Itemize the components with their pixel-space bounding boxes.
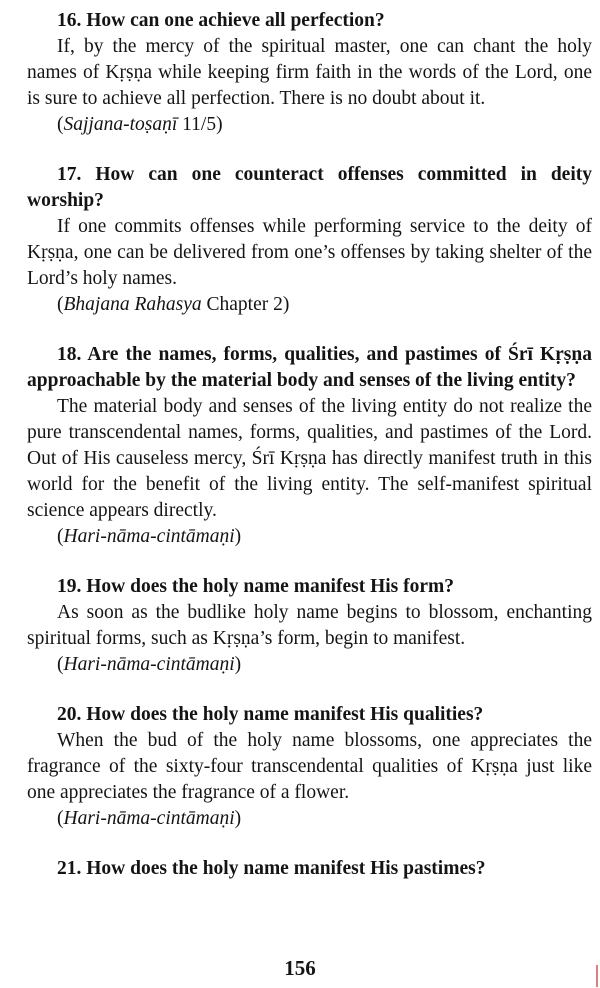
qa-section-17 — [27, 162, 592, 318]
source-reference: 11/5 — [177, 114, 217, 135]
answer-paragraph: The material body and senses of the living entity do not realize the pure transcendental names, forms, qualities, and pastimes of the Lord. Out of His causeless mercy, Śrī Kṛṣṇa has directly manifest truth in this world for the benefit of the living entity. The self-manifest spiritual science appears directly. — [27, 396, 592, 521]
question-heading: 21. How does the holy name manifest His pastimes? — [57, 858, 486, 879]
source-title: Hari-nāma-cintāmaṇi — [63, 654, 235, 675]
source-title: Bhajana Rahasya — [63, 294, 202, 315]
qa-section-20 — [27, 702, 592, 832]
book-page — [27, 8, 592, 906]
page-edge-mark — [596, 965, 598, 987]
source-citation: (Sajjana-toṣaṇī 11/5) — [57, 114, 223, 135]
question-heading: 20. How does the holy name manifest His qualities? — [57, 704, 484, 725]
source-title: Hari-nāma-cintāmaṇi — [63, 808, 235, 829]
source-citation: (Bhajana Rahasya Chapter 2) — [57, 294, 290, 315]
source-reference: Chapter 2 — [201, 294, 283, 315]
source-title: Hari-nāma-cintāmaṇi — [63, 526, 235, 547]
page-number: 156 — [284, 956, 316, 980]
answer-paragraph: When the bud of the holy name blossoms, one appreciates the fragrance of the sixty-four transcendental qualities of Kṛṣṇa just like one appreciates the fragrance of a flower. — [27, 730, 592, 803]
source-citation: (Hari-nāma-cintāmaṇi) — [57, 654, 242, 675]
source-citation: (Hari-nāma-cintāmaṇi) — [57, 808, 242, 829]
source-title: Sajjana-toṣaṇī — [63, 114, 178, 135]
qa-section-19 — [27, 574, 592, 678]
question-heading: 18. Are the names, forms, qualities, and pastimes of Śrī Kṛṣṇa approachable by the material body and senses of the living entity? — [27, 344, 592, 391]
qa-section-21 — [27, 856, 592, 882]
answer-paragraph: As soon as the budlike holy name begins to blossom, enchanting spiritual forms, such as Kṛṣṇa’s form, begin to manifest. — [27, 602, 592, 649]
question-heading: 19. How does the holy name manifest His form? — [57, 576, 455, 597]
question-heading: 16. How can one achieve all perfection? — [57, 10, 385, 31]
source-citation: (Hari-nāma-cintāmaṇi) — [57, 526, 242, 547]
question-heading: 17. How can one counteract offenses committed in deity worship? — [27, 164, 592, 211]
answer-paragraph: If, by the mercy of the spiritual master, one can chant the holy names of Kṛṣṇa while keeping firm faith in the words of the Lord, one is sure to achieve all perfection. There is no doubt about it. — [27, 36, 592, 109]
qa-section-18 — [27, 342, 592, 550]
qa-section-16 — [27, 8, 592, 138]
answer-paragraph: If one commits offenses while performing service to the deity of Kṛṣṇa, one can be delivered from one’s offenses by taking shelter of the Lord’s holy names. — [27, 216, 592, 289]
